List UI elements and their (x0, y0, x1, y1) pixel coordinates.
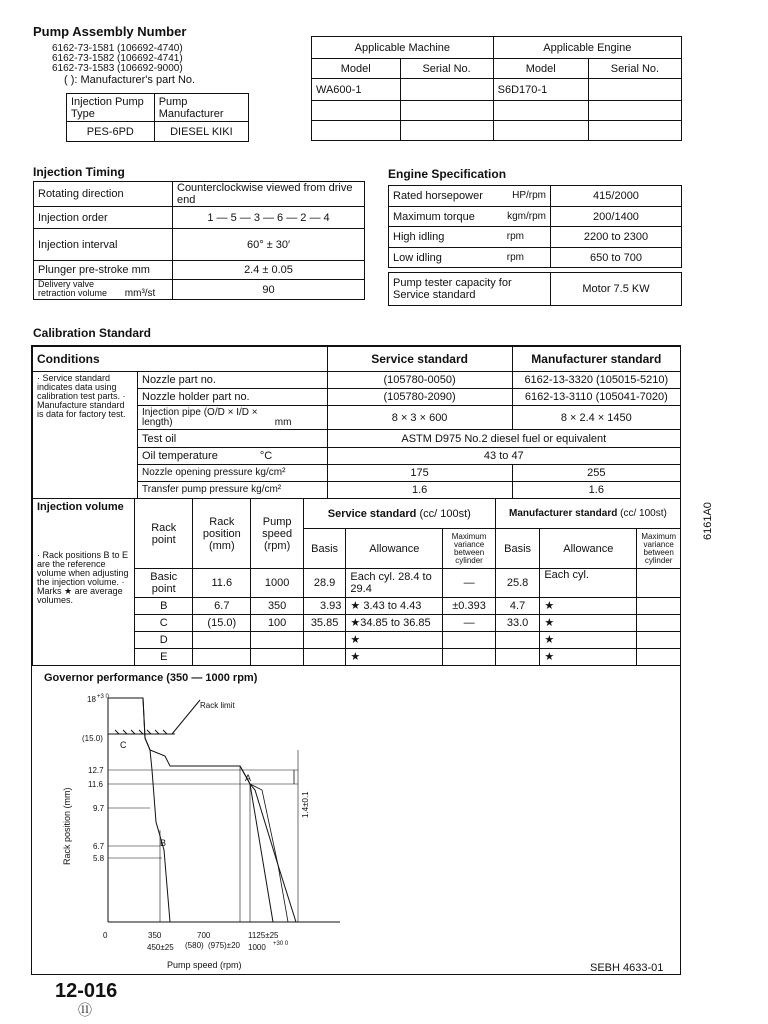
x-tick: 700 (197, 931, 211, 940)
y-tick: 9.7 (93, 804, 105, 813)
service-variance: ±0.393 (443, 598, 496, 615)
tester-table (388, 272, 682, 306)
engine-label: High idling (393, 231, 445, 243)
timing-value: 60° ± 30′ (173, 229, 365, 261)
type-header: Injection Pump Type (67, 94, 155, 122)
timing-value: Counterclockwise viewed from drive end (173, 182, 365, 207)
timing-label: Delivery valve retraction volume (38, 279, 108, 298)
injection-timing-title: Injection Timing (33, 165, 125, 179)
engine-label: Maximum torque (393, 210, 475, 223)
engine-value: 2200 to 2300 (551, 227, 682, 248)
maker-allowance: ★ (540, 615, 637, 632)
engine-unit: rpm (506, 251, 524, 263)
timing-unit: mm (131, 264, 150, 276)
governor-title: Governor performance (350 — 1000 rpm) (44, 672, 258, 684)
x-axis-label: Pump speed (rpm) (167, 960, 242, 970)
governor-chart (40, 690, 370, 975)
rack-point: D (135, 632, 193, 649)
point-c: C (120, 740, 127, 750)
service-basis: 35.85 (303, 615, 346, 632)
maker-value: 6162-13-3320 (105015-5210) (512, 372, 680, 389)
applicable-table (311, 36, 682, 141)
timing-value: 2.4 ± 0.05 (173, 261, 365, 280)
maker-allowance: Each cyl. (540, 569, 637, 598)
engine-spec-title: Engine Specification (388, 167, 507, 181)
x-tick: 1125±25 (248, 931, 279, 940)
rack-limit-label: Rack limit (200, 701, 235, 710)
governor-curve-right (240, 766, 296, 922)
x-tick: 350 (148, 931, 162, 940)
condition-unit: kg/cm² (255, 467, 286, 478)
service-volume-header: Service standard (327, 507, 417, 520)
maker-value: 1.6 (512, 482, 680, 499)
allowance-header: Allowance (346, 529, 443, 569)
condition-label: Transfer pump pressure (142, 484, 249, 495)
timing-label: Injection interval (34, 229, 173, 261)
conditions-table (32, 346, 681, 499)
maker-basis: 33.0 (495, 615, 540, 632)
service-basis: 3.93 (303, 598, 346, 615)
maker-value: 8 × 2.4 × 1450 (512, 406, 680, 430)
max-variance-header: Maximum variance between cylinder (443, 529, 496, 569)
rack-position-header: Rack position (mm) (193, 499, 251, 569)
timing-value: 1 — 5 — 3 — 6 — 2 — 4 (173, 207, 365, 229)
rack-point: C (135, 615, 193, 632)
calibration-note: · Service standard indicates data using calibration test parts. · Manufacture standard is data for factory test. (33, 372, 138, 499)
rack-point-header: Rack point (135, 499, 193, 569)
pump-numbers (52, 44, 195, 85)
rack-point: B (135, 598, 193, 615)
maker-header: Pump Manufacturer (154, 94, 248, 122)
service-allowance: ★ (346, 632, 443, 649)
pump-speed-header: Pump speed (rpm) (251, 499, 303, 569)
condition-unit: kg/cm² (251, 484, 282, 495)
pump-assembly-title: Pump Assembly Number (33, 24, 187, 39)
x-tick-tolerance: +30 0 (273, 941, 289, 947)
timing-label: Plunger pre-stroke (38, 264, 129, 276)
pump-type-table (66, 93, 249, 142)
service-basis: 28.9 (303, 569, 346, 598)
y-tick: (15.0) (82, 734, 103, 743)
x-tick: 450±25 (147, 943, 174, 952)
engine-unit: rpm (506, 231, 524, 242)
engine-label: Low idling (393, 251, 442, 264)
manufacturer-note: ( ): Manufacturer's part No. (64, 74, 196, 86)
pump-speed: 1000 (251, 569, 303, 598)
dimension-label: 1.4±0.1 (301, 791, 310, 818)
maker-basis: 4.7 (495, 598, 540, 615)
conditions-header: Conditions (33, 347, 328, 372)
document-ref: SEBH 4633-01 (590, 962, 664, 974)
rack-point: E (135, 649, 193, 666)
maker-value: 6162-13-3110 (105041-7020) (512, 389, 680, 406)
pump-number: 6162-73-1583 (106692-9000) (52, 63, 183, 74)
service-value: (105780-0050) (327, 372, 512, 389)
pump-speed: 100 (251, 615, 303, 632)
service-standard-header: Service standard (327, 347, 512, 372)
maker-variance (637, 569, 681, 598)
condition-unit: mm (274, 416, 292, 428)
maker-variance (637, 598, 681, 615)
y-tick-tolerance: +3 0 (97, 694, 109, 700)
basis-header: Basis (303, 529, 346, 569)
injection-timing-table (33, 181, 365, 300)
machine-header: Applicable Machine (312, 37, 494, 59)
point-a: A (245, 773, 252, 783)
engine-label: Rated horsepower (393, 190, 483, 202)
condition-label: Nozzle holder part no. (138, 389, 328, 406)
allowance-header: Allowance (540, 529, 637, 569)
serial-header: Serial No. (400, 59, 493, 79)
condition-label: Nozzle opening pressure (142, 467, 253, 478)
point-b: B (160, 838, 167, 848)
x-tick: 0 (103, 931, 108, 940)
service-allowance: Each cyl. 28.4 to 29.4 (346, 569, 443, 598)
pump-maker: DIESEL KIKI (154, 122, 248, 142)
x-tick: (580) (185, 941, 204, 950)
maker-allowance: ★ (540, 598, 637, 615)
calibration-title: Calibration Standard (33, 326, 152, 340)
service-value: (105780-2090) (327, 389, 512, 406)
engine-value: 415/2000 (551, 186, 682, 207)
serial-header: Serial No. (588, 59, 681, 79)
service-variance: — (443, 569, 496, 598)
y-tick: 11.6 (88, 780, 103, 789)
tester-value: Motor 7.5 KW (551, 273, 682, 306)
rack-position: 11.6 (193, 569, 251, 598)
maker-volume-header: Manufacturer standard (508, 507, 618, 519)
y-tick: 18 (87, 695, 96, 704)
tester-label: Pump tester capacity for Service standard (389, 273, 551, 306)
side-code: 6161A0 (702, 502, 714, 540)
pump-number: 6162-73-1581 (106692-4740) (52, 43, 183, 54)
revision-mark: ⑪ (78, 1002, 92, 1018)
pump-speed: 350 (251, 598, 303, 615)
timing-label: Rotating direction (34, 182, 173, 207)
condition-label: Nozzle part no. (138, 372, 328, 389)
max-variance-header: Maximum variance between cylinder (637, 529, 681, 569)
model-header: Model (312, 59, 401, 79)
maker-variance (637, 615, 681, 632)
rack-point: Basic point (135, 569, 193, 598)
engine-value: 650 to 700 (551, 248, 682, 268)
engine-model: S6D170-1 (493, 79, 588, 101)
x-tick: (975)±20 (208, 941, 240, 950)
condition-label: Injection pipe (O/D × I/D × length) (142, 406, 258, 428)
service-variance: — (443, 615, 496, 632)
model-header: Model (493, 59, 588, 79)
basis-header: Basis (495, 529, 540, 569)
x-tick: 1000 (248, 943, 266, 952)
volume-unit: (cc/ 100st) (620, 507, 667, 519)
y-axis-label: Rack position (mm) (62, 787, 72, 865)
maker-basis: 25.8 (495, 569, 540, 598)
pump-number: 6162-73-1582 (106692-4741) (52, 53, 183, 64)
maker-allowance: ★ (540, 632, 637, 649)
maker-allowance: ★ (540, 649, 637, 666)
engine-header: Applicable Engine (493, 37, 681, 59)
both-value: ASTM D975 No.2 diesel fuel or equivalent (327, 430, 680, 448)
service-value: 8 × 3 × 600 (327, 406, 512, 430)
rack-position: 6.7 (193, 598, 251, 615)
timing-label: Injection order (34, 207, 173, 229)
maker-value: 255 (512, 465, 680, 482)
service-value: 1.6 (327, 482, 512, 499)
y-tick: 12.7 (88, 766, 104, 775)
y-tick: 6.7 (93, 842, 105, 851)
condition-unit: °C (259, 450, 273, 462)
injection-volume-note: · Rack positions B to E are the reference volume when adjusting the injection volume. · Marks ★ are average volumes. (37, 550, 129, 605)
volume-unit: (cc/ 100st) (419, 507, 471, 520)
condition-label: Test oil (138, 430, 328, 448)
engine-unit: kgm/rpm (507, 210, 546, 222)
service-allowance: ★ (346, 649, 443, 666)
timing-value: 90 (173, 280, 365, 300)
service-allowance: ★34.85 to 36.85 (346, 615, 443, 632)
both-value: 43 to 47 (327, 448, 680, 465)
injection-volume-table (32, 498, 681, 666)
rack-position: (15.0) (193, 615, 251, 632)
engine-value: 200/1400 (551, 207, 682, 227)
manufacturer-standard-header: Manufacturer standard (512, 347, 680, 372)
condition-label: Oil temperature (142, 450, 218, 462)
service-value: 175 (327, 465, 512, 482)
page-number: 12-016 (55, 980, 118, 1002)
service-allowance: ★ 3.43 to 4.43 (346, 598, 443, 615)
injection-volume-title: Injection volume (37, 501, 124, 513)
machine-model: WA600-1 (312, 79, 401, 101)
timing-unit: mm³/st (124, 288, 156, 299)
pump-type: PES-6PD (67, 122, 155, 142)
y-tick: 5.8 (93, 854, 105, 863)
engine-unit: HP/rpm (512, 190, 546, 201)
engine-spec-table (388, 185, 682, 268)
